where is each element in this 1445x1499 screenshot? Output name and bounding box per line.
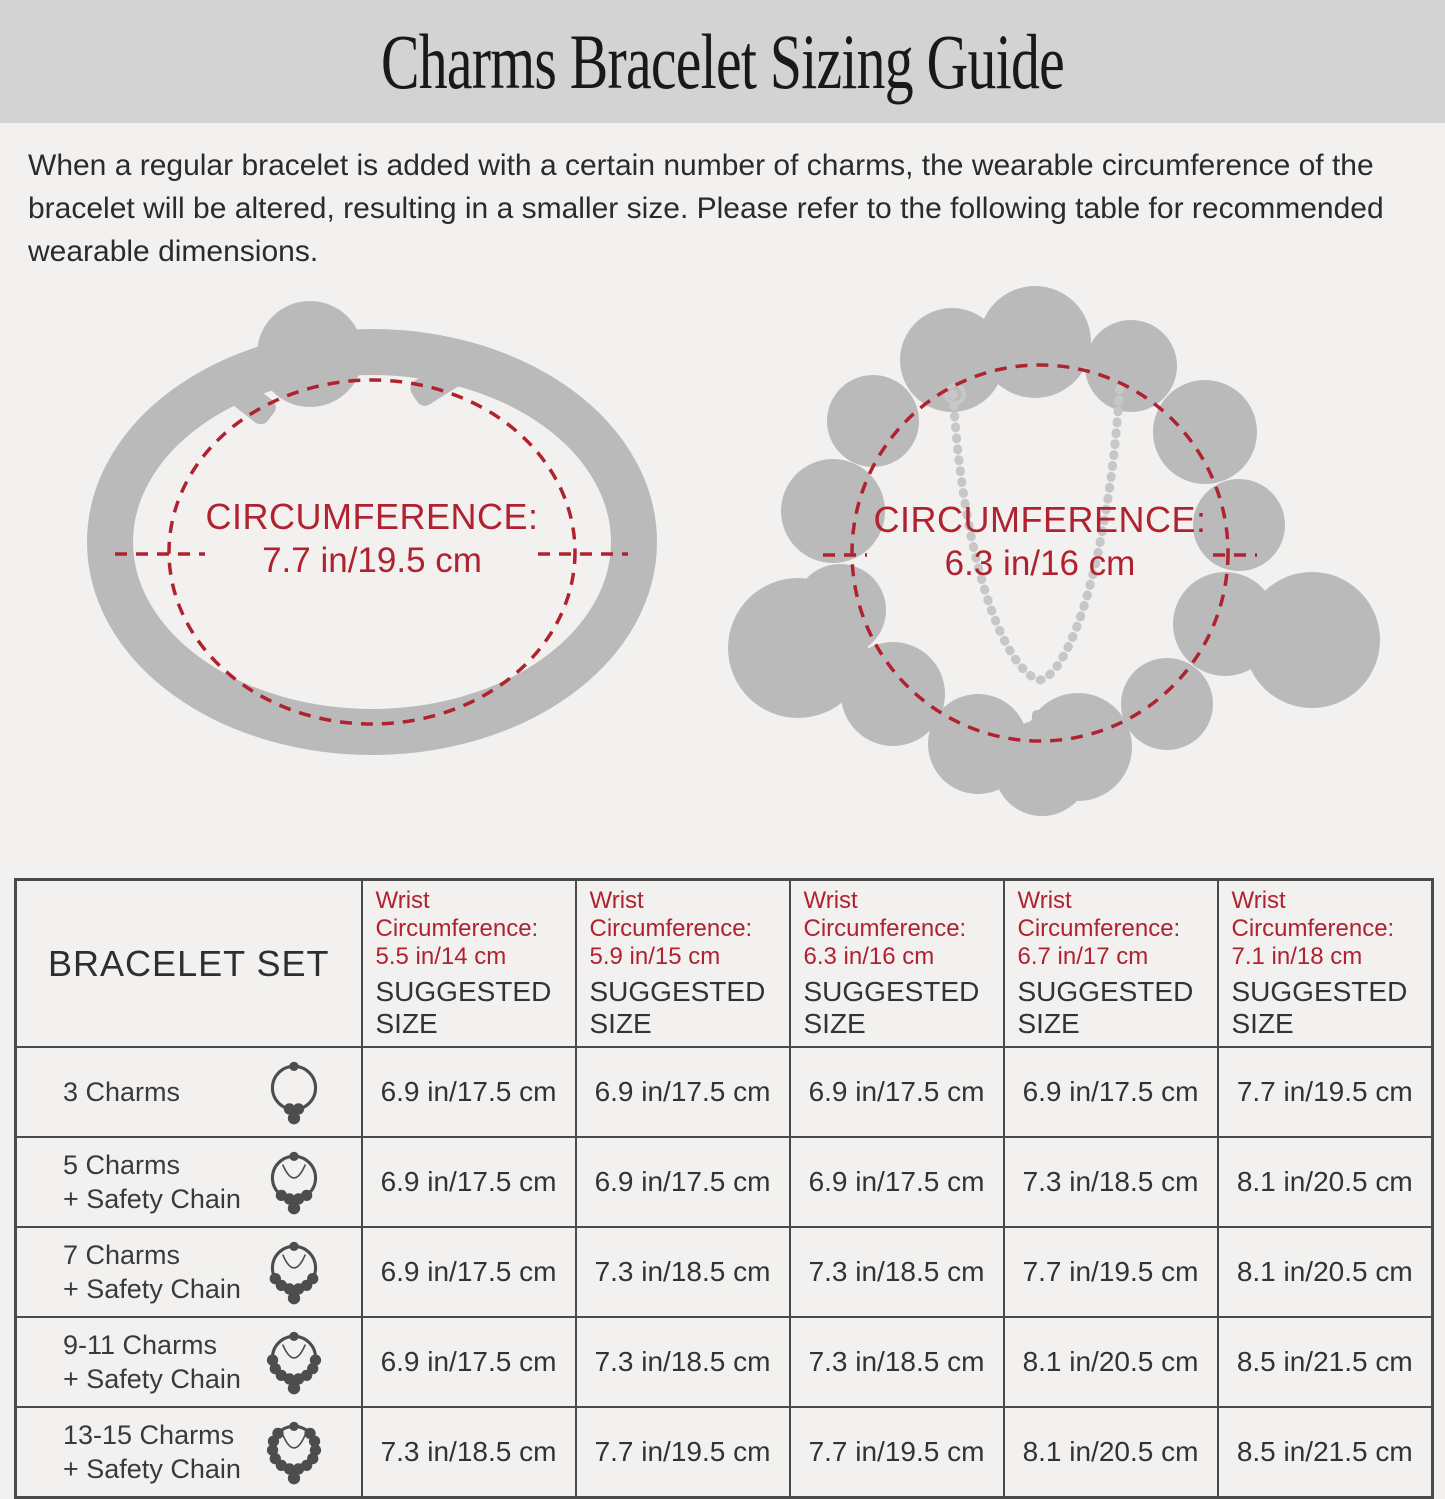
suggested-size-cell: 7.3 in/18.5 cm xyxy=(790,1227,1004,1317)
suggested-size-cell: 6.9 in/17.5 cm xyxy=(362,1317,576,1407)
circumference-value: 7.7 in/19.5 cm xyxy=(262,541,482,580)
bracelet-set-cell xyxy=(16,1137,362,1227)
suggested-size-cell: 6.9 in/17.5 cm xyxy=(362,1047,576,1137)
charm-bracelet-icon xyxy=(257,1324,331,1400)
charm-bracelet-icon xyxy=(257,1234,331,1310)
bracelet-set-label: 9-11 Charms + Safety Chain xyxy=(63,1330,241,1394)
suggested-size-cell: 8.1 in/20.5 cm xyxy=(1218,1137,1433,1227)
suggested-size-cell: 7.3 in/18.5 cm xyxy=(576,1227,790,1317)
suggested-size-cell: 6.9 in/17.5 cm xyxy=(790,1047,1004,1137)
wrist-circumference-label: Wrist Circumference: xyxy=(1231,887,1395,942)
bracelet-set-cell xyxy=(16,1407,362,1497)
circumference-caption: CIRCUMFERENCE: xyxy=(205,496,539,537)
bracelet-set-label: 5 Charms + Safety Chain xyxy=(63,1150,241,1214)
plain-bracelet-figure xyxy=(70,292,680,782)
suggested-size-label: SUGGESTED SIZE xyxy=(589,976,766,1039)
charms-circumference-label xyxy=(830,500,1250,584)
wrist-size-value: 5.9 in/15 cm xyxy=(589,943,721,970)
charm-bracelet-figure xyxy=(715,282,1405,842)
wrist-circumference-label: Wrist Circumference: xyxy=(375,887,539,942)
plain-circumference-label xyxy=(162,497,582,581)
suggested-size-label: SUGGESTED SIZE xyxy=(375,976,552,1039)
wrist-size-value: 5.5 in/14 cm xyxy=(375,943,507,970)
bracelet-set-label: 13-15 Charms + Safety Chain xyxy=(63,1419,241,1484)
circumference-caption: CIRCUMFERENCE: xyxy=(873,499,1207,540)
wrist-circumference-label: Wrist Circumference: xyxy=(589,887,753,942)
suggested-size-cell: 6.9 in/17.5 cm xyxy=(576,1047,790,1137)
suggested-size-cell: 6.9 in/17.5 cm xyxy=(1004,1047,1218,1137)
charm-bracelet-icon xyxy=(257,1414,331,1490)
intro-paragraph: When a regular bracelet is added with a certain number of charms, the wearable circumference of the bracelet will be altered, resulting in a smaller size. Please refer to the following table for recommended wearable dimensions. xyxy=(28,149,1384,268)
title-banner xyxy=(0,0,1445,123)
table-row xyxy=(16,1137,1433,1227)
table-row xyxy=(16,1317,1433,1407)
table-row xyxy=(16,1047,1433,1137)
suggested-size-cell: 6.9 in/17.5 cm xyxy=(362,1137,576,1227)
suggested-size-cell: 6.9 in/17.5 cm xyxy=(576,1137,790,1227)
charm-bracelet-icon xyxy=(257,1144,331,1220)
bracelet-set-cell xyxy=(16,1047,362,1137)
suggested-size-cell: 7.3 in/18.5 cm xyxy=(1004,1137,1218,1227)
wrist-size-value: 6.7 in/17 cm xyxy=(1017,943,1149,970)
suggested-size-cell: 6.9 in/17.5 cm xyxy=(362,1227,576,1317)
suggested-size-cell: 7.3 in/18.5 cm xyxy=(362,1407,576,1497)
sizing-table xyxy=(14,878,1434,1499)
suggested-size-cell: 8.5 in/21.5 cm xyxy=(1218,1407,1433,1497)
wrist-circumference-label: Wrist Circumference: xyxy=(1017,887,1181,942)
suggested-size-label: SUGGESTED SIZE xyxy=(1017,976,1194,1039)
table-row xyxy=(16,1227,1433,1317)
charm-bracelet-icon xyxy=(257,1054,331,1130)
wrist-column-header xyxy=(576,880,790,1048)
wrist-column-header xyxy=(1004,880,1218,1048)
wrist-column-header xyxy=(1218,880,1433,1048)
wrist-column-header xyxy=(790,880,1004,1048)
table-header-row xyxy=(16,880,1433,1048)
suggested-size-cell: 7.7 in/19.5 cm xyxy=(790,1407,1004,1497)
bracelet-set-header: BRACELET SET xyxy=(16,880,362,1048)
wrist-size-value: 6.3 in/16 cm xyxy=(803,943,935,970)
suggested-size-label: SUGGESTED SIZE xyxy=(803,976,980,1039)
wrist-size-value: 7.1 in/18 cm xyxy=(1231,943,1363,970)
bracelet-set-label: 3 Charms xyxy=(63,1077,181,1107)
wrist-column-header xyxy=(362,880,576,1048)
suggested-size-cell: 7.3 in/18.5 cm xyxy=(576,1317,790,1407)
table-row xyxy=(16,1407,1433,1497)
suggested-size-cell: 8.1 in/20.5 cm xyxy=(1218,1227,1433,1317)
suggested-size-cell: 7.3 in/18.5 cm xyxy=(790,1317,1004,1407)
page-title: Charms Bracelet Sizing Guide xyxy=(381,17,1064,105)
table-body xyxy=(16,1047,1433,1497)
bracelet-set-cell xyxy=(16,1317,362,1407)
suggested-size-cell: 7.7 in/19.5 cm xyxy=(1004,1227,1218,1317)
bracelet-set-label: 7 Charms + Safety Chain xyxy=(63,1240,241,1304)
circumference-value: 6.3 in/16 cm xyxy=(944,544,1136,583)
suggested-size-cell: 8.1 in/20.5 cm xyxy=(1004,1317,1218,1407)
bracelet-set-cell xyxy=(16,1227,362,1317)
suggested-size-cell: 8.1 in/20.5 cm xyxy=(1004,1407,1218,1497)
suggested-size-cell: 8.5 in/21.5 cm xyxy=(1218,1317,1433,1407)
suggested-size-cell: 6.9 in/17.5 cm xyxy=(790,1137,1004,1227)
wrist-circumference-label: Wrist Circumference: xyxy=(803,887,967,942)
suggested-size-cell: 7.7 in/19.5 cm xyxy=(1218,1047,1433,1137)
suggested-size-label: SUGGESTED SIZE xyxy=(1231,976,1408,1039)
suggested-size-cell: 7.7 in/19.5 cm xyxy=(576,1407,790,1497)
